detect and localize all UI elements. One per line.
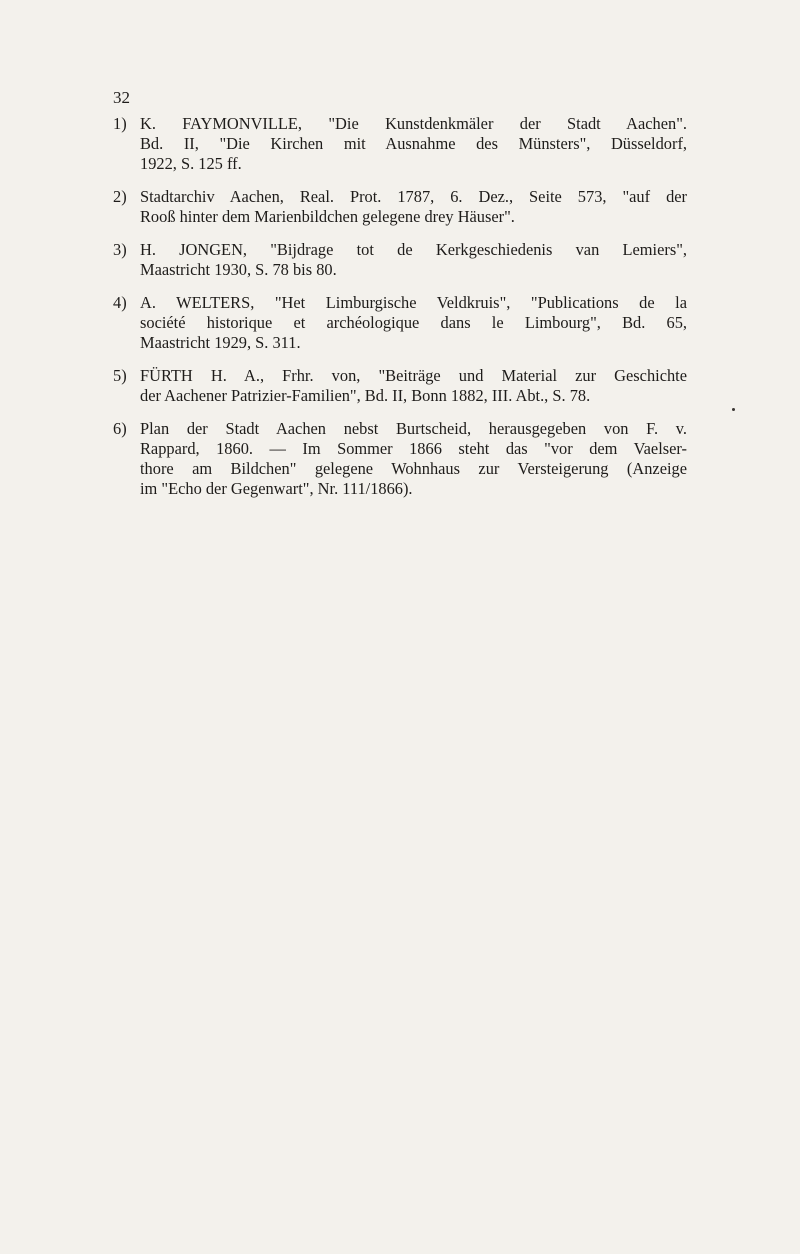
footnote-3 <box>113 240 687 280</box>
footnote-text <box>140 293 687 353</box>
footnote-line: der Aachener Patrizier-Familien", Bd. II, Bonn 1882, III. Abt., S. 78. <box>140 386 591 405</box>
footnote-line: H. JONGEN, "Bijdrage tot de Kerkgeschiedenis van Lemiers", <box>140 240 687 259</box>
footnote-line: Plan der Stadt Aachen nebst Burtscheid, herausgegeben von F. v. <box>140 419 687 438</box>
footnote-line: Stadtarchiv Aachen, Real. Prot. 1787, 6. Dez., Seite 573, "auf der <box>140 187 687 206</box>
footnote-line: 1922, S. 125 ff. <box>140 154 242 173</box>
ink-speck <box>732 408 735 411</box>
footnote-text <box>140 187 687 227</box>
footnote-2 <box>113 187 687 227</box>
footnote-line: Maastricht 1929, S. 311. <box>140 333 301 352</box>
footnote-number: 1) <box>113 114 127 133</box>
footnote-line: A. WELTERS, "Het Limburgische Veldkruis", "Publications de la <box>140 293 687 312</box>
footnote-number: 4) <box>113 293 127 312</box>
footnote-line: Bd. II, "Die Kirchen mit Ausnahme des Münsters", Düsseldorf, <box>140 134 687 153</box>
footnote-line: thore am Bildchen" gelegene Wohnhaus zur Versteigerung (Anzeige <box>140 459 687 478</box>
footnote-text <box>140 419 687 499</box>
footnote-text <box>140 114 687 174</box>
footnote-5 <box>113 366 687 406</box>
footnote-text <box>140 366 687 406</box>
footnote-4 <box>113 293 687 353</box>
footnote-list <box>113 114 687 512</box>
footnote-line: K. FAYMONVILLE, "Die Kunstdenkmäler der Stadt Aachen". <box>140 114 687 133</box>
footnote-number: 2) <box>113 187 127 206</box>
footnote-number: 5) <box>113 366 127 385</box>
footnote-line: im "Echo der Gegenwart", Nr. 111/1866). <box>140 479 413 498</box>
footnote-line: société historique et archéologique dans le Limbourg", Bd. 65, <box>140 313 687 332</box>
footnote-6 <box>113 419 687 499</box>
footnote-number: 6) <box>113 419 127 438</box>
footnote-line: Rooß hinter dem Marienbildchen gelegene drey Häuser". <box>140 207 515 226</box>
page-number: 32 <box>113 88 130 107</box>
footnote-number: 3) <box>113 240 127 259</box>
footnote-1 <box>113 114 687 174</box>
footnote-text <box>140 240 687 280</box>
footnote-line: Maastricht 1930, S. 78 bis 80. <box>140 260 337 279</box>
footnote-line: FÜRTH H. A., Frhr. von, "Beiträge und Material zur Geschichte <box>140 366 687 385</box>
footnote-line: Rappard, 1860. — Im Sommer 1866 steht das "vor dem Vaelser- <box>140 439 687 458</box>
